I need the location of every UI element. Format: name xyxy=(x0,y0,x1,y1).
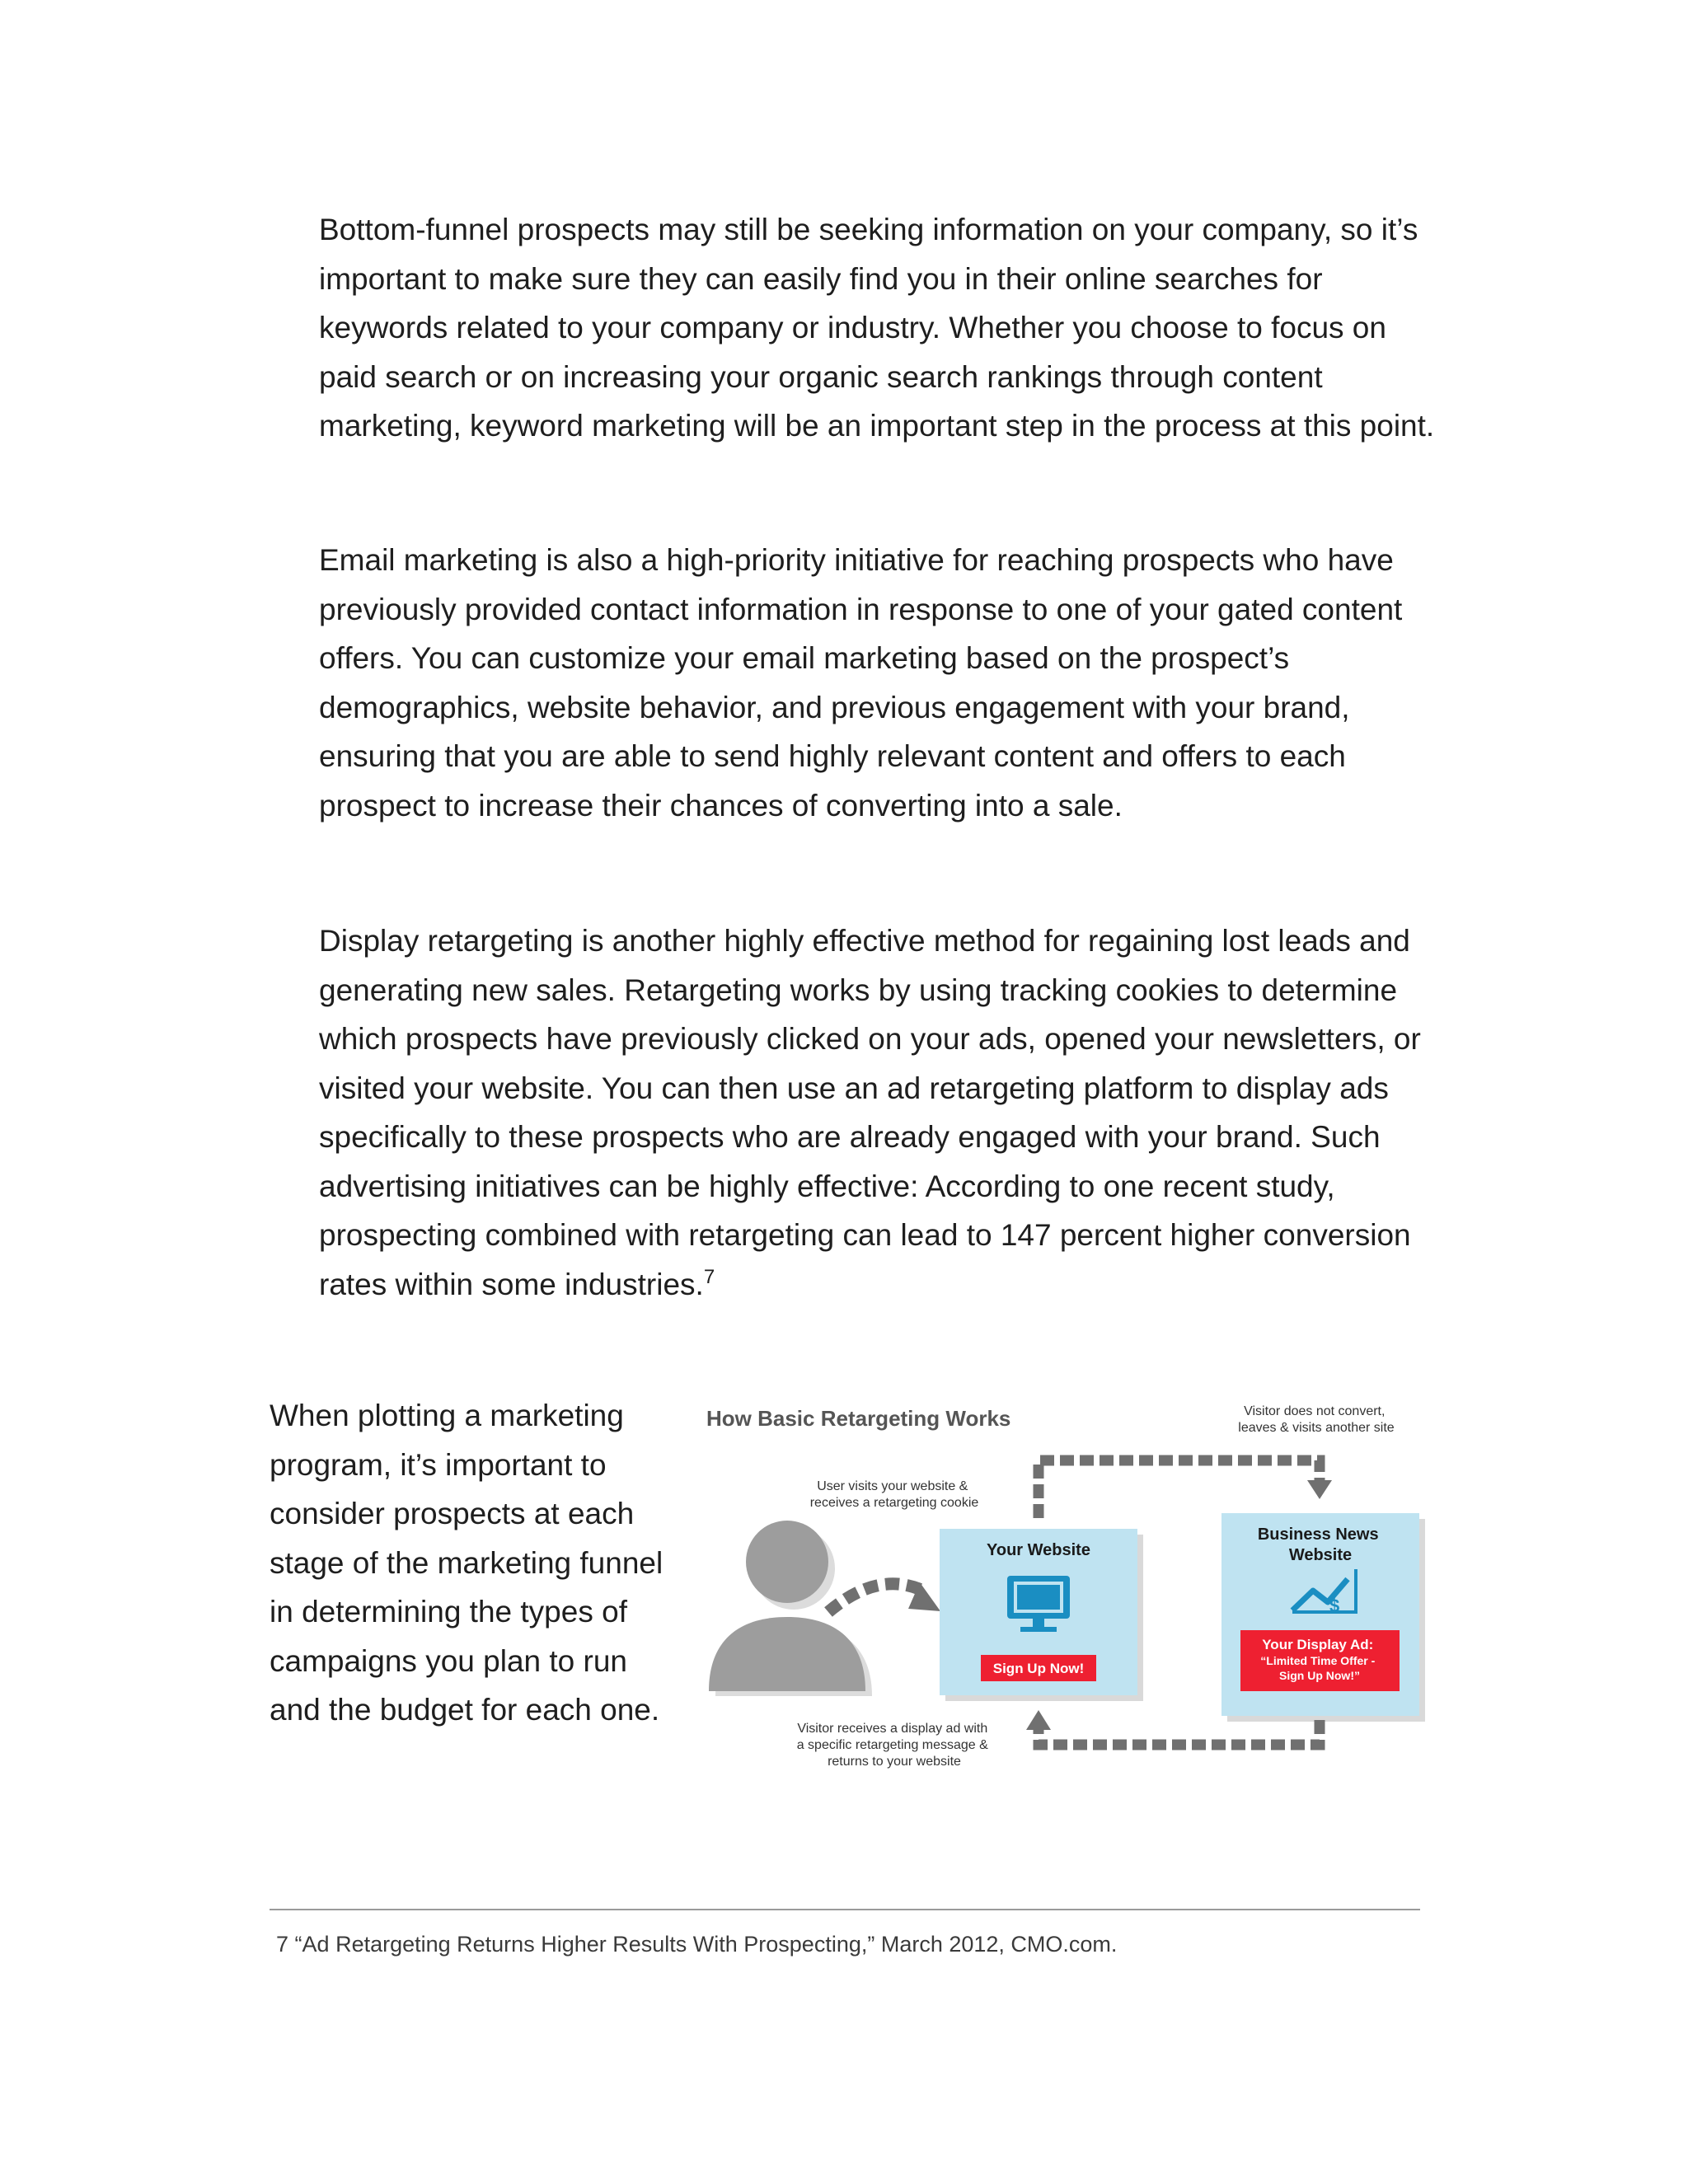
note-receives-ad: Visitor receives a display ad with a specific retargeting message & returns to your website xyxy=(796,1722,988,1769)
body-paragraph-1: Bottom-funnel prospects may still be seeking information on your company, so it’s important to make sure they can easily find you in their online searches for keywords related to your company or industry. Whether you choose to focus on paid search or on increasing your organic search rankings through content marketing, keyword marketing will be an important step in the process at this point. xyxy=(319,213,1435,443)
business-news-title: Business News Website xyxy=(1257,1526,1379,1564)
footnote-divider xyxy=(270,1909,1420,1910)
display-ad-text: Your Display Ad: “Limited Time Offer - Sign Up Now!” xyxy=(1260,1637,1376,1682)
diagram-title: How Basic Retargeting Works xyxy=(706,1406,1011,1431)
footnote xyxy=(276,1932,1117,1957)
your-website-box xyxy=(940,1529,1143,1701)
body-paragraph-3 xyxy=(319,916,1440,1309)
arrow-visit-website xyxy=(828,1582,940,1612)
dollar-icon: $ xyxy=(1329,1596,1340,1616)
retargeting-diagram xyxy=(705,1393,1430,1788)
business-news-box xyxy=(1221,1513,1425,1722)
footnote-number: 7 xyxy=(276,1932,289,1957)
footnote-reference[interactable]: 7 xyxy=(703,1265,715,1288)
body-paragraph-3-text: Display retargeting is another highly effective method for regaining lost leads and generating new sales. Retargeting works by using tracking cookies to determine which prospects have previously clicked on your ads, opened your newsletters, or visited your website. You can then use an ad retargeting platform to display ads specifically to these prospects who are already engaged with your brand. Such advertising initiatives can be highly effective: According to one recent study, prospecting combined with retargeting can lead to 147 percent higher conversion rates within some industries. xyxy=(319,924,1421,1301)
body-paragraph-2: Email marketing is also a high-priority initiative for reaching prospects who have previously provided contact information in response to one of your gated content offers. You can customize your email marketing based on the prospect’s demographics, website behavior, and previous engagement with your brand, ensuring that you are able to send highly relevant content and offers to each prospect to increase their chances of converting into a sale. xyxy=(319,543,1403,823)
your-website-title: Your Website xyxy=(987,1541,1090,1559)
note-does-not-convert: Visitor does not convert, leaves & visits another site xyxy=(1238,1404,1395,1435)
pull-quote: When plotting a marketing program, it’s important to consider prospects at each stage of the marketing funnel in determining the types of campaigns you plan to run and the budget for each one. xyxy=(270,1399,663,1727)
sign-up-button-label: Sign Up Now! xyxy=(992,1661,1085,1676)
person-icon xyxy=(709,1521,872,1696)
footnote-text: “Ad Retargeting Returns Higher Results With Prospecting,” March 2012, CMO.com. xyxy=(294,1932,1118,1957)
note-user-visits: User visits your website & receives a retargeting cookie xyxy=(809,1479,979,1510)
arrow-leaves-site xyxy=(1039,1460,1332,1518)
